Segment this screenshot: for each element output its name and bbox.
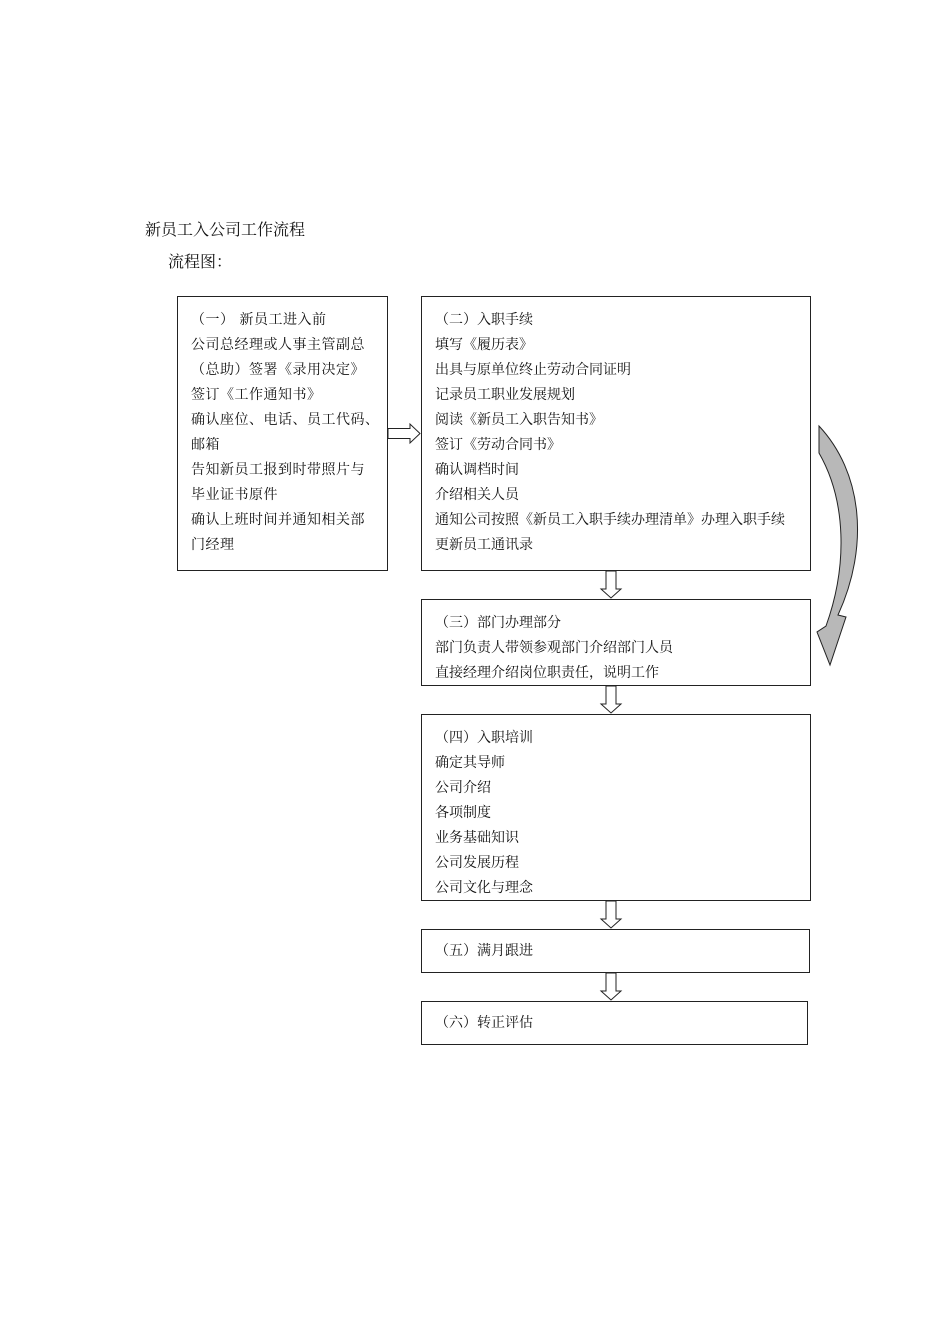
- flowchart-label: 流程图：: [168, 252, 233, 271]
- down-arrow-5-to-6: [601, 973, 621, 1000]
- step-3-box: [421, 599, 811, 686]
- step-item: 公司介绍: [435, 780, 491, 796]
- document-title: 新员工入公司工作流程: [145, 220, 306, 239]
- step-item: 毕业证书原件: [191, 487, 278, 503]
- step-item: 确定其导师: [435, 755, 505, 771]
- step-5-box: [421, 929, 810, 973]
- step-heading: （五）满月跟进: [435, 943, 533, 959]
- step-item: 填写《履历表》: [435, 337, 533, 353]
- step-item: 公司文化与理念: [435, 880, 533, 896]
- step-item: 记录员工职业发展规划: [435, 387, 575, 403]
- step-item: 签订《工作通知书》: [191, 387, 322, 403]
- step-item: 公司发展历程: [435, 855, 519, 871]
- step-item: 出具与原单位终止劳动合同证明: [435, 362, 631, 378]
- step-item: 告知新员工报到时带照片与: [191, 462, 365, 478]
- step-1-box: [177, 296, 388, 571]
- step-item: 通知公司按照《新员工入职手续办理清单》办理入职手续: [435, 512, 785, 528]
- step-item: 门经理: [191, 537, 235, 553]
- step-item: 确认调档时间: [435, 462, 519, 478]
- step-item: 介绍相关人员: [435, 487, 519, 503]
- step-item: 部门负责人带领参观部门介绍部门人员: [435, 640, 673, 656]
- step-item: 更新员工通讯录: [435, 537, 533, 553]
- step-item: 直接经理介绍岗位职责任，说明工作: [435, 665, 659, 681]
- down-arrow-4-to-5: [601, 901, 621, 928]
- right-arrow-1-to-2: [388, 424, 420, 443]
- step-heading: （四）入职培训: [435, 730, 533, 746]
- step-heading: （二）入职手续: [435, 312, 533, 328]
- down-arrow-3-to-4: [601, 686, 621, 713]
- step-item: （总助）签署《录用决定》: [191, 362, 365, 378]
- step-item: 各项制度: [435, 805, 491, 821]
- step-item: 阅读《新员工入职告知书》: [435, 412, 603, 428]
- step-heading: （三）部门办理部分: [435, 615, 561, 631]
- step-heading: （一） 新员工进入前: [191, 312, 327, 328]
- step-item: 业务基础知识: [435, 830, 519, 846]
- step-item: 确认座位、电话、员工代码、: [191, 412, 380, 428]
- step-item: 签订《劳动合同书》: [435, 437, 561, 453]
- step-6-box: [421, 1001, 808, 1045]
- step-item: 确认上班时间并通知相关部: [191, 512, 365, 528]
- step-item: 公司总经理或人事主管副总: [191, 337, 365, 353]
- step-2-box: [421, 296, 811, 571]
- step-item: 邮箱: [191, 437, 220, 453]
- step-4-box: [421, 714, 811, 901]
- down-arrow-2-to-3: [601, 571, 621, 598]
- curved-arrow: [817, 426, 858, 665]
- step-heading: （六）转正评估: [435, 1015, 533, 1031]
